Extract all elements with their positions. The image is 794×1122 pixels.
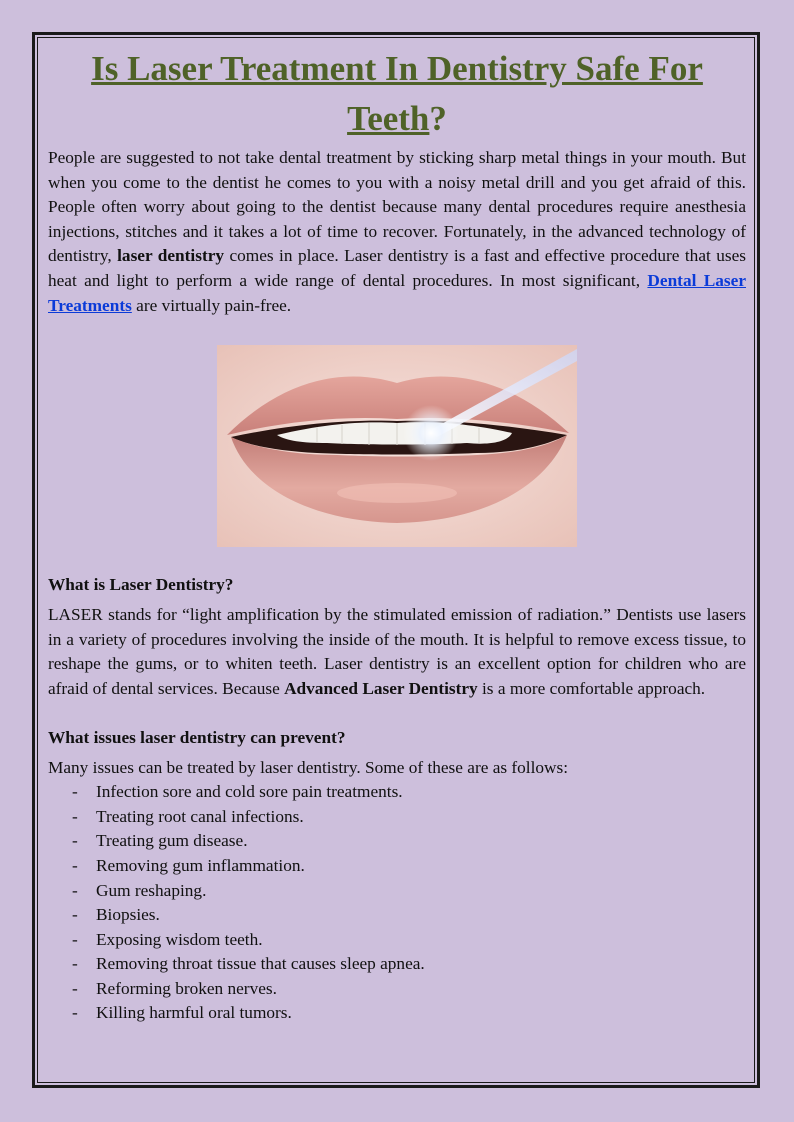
lips-illustration bbox=[217, 345, 577, 547]
list-item bbox=[72, 903, 746, 928]
intro-bold-laser-dentistry: laser dentistry bbox=[117, 246, 225, 266]
list-dash: - bbox=[72, 782, 78, 802]
section1-paragraph bbox=[48, 603, 746, 701]
section-heading-what-is-laser-dentistry: What is Laser Dentistry? bbox=[48, 575, 234, 595]
issues-list bbox=[48, 780, 746, 1026]
list-item-text: Treating root canal infections. bbox=[96, 806, 304, 826]
list-item-text: Reforming broken nerves. bbox=[96, 978, 277, 998]
list-item bbox=[72, 952, 746, 977]
list-dash: - bbox=[72, 978, 78, 998]
list-item-text: Exposing wisdom teeth. bbox=[96, 929, 263, 949]
list-dash: - bbox=[72, 831, 78, 851]
list-item bbox=[72, 1001, 746, 1026]
section2-intro: Many issues can be treated by laser dentistry. Some of these are as follows: bbox=[48, 757, 569, 777]
intro-end: are virtually pain-free. bbox=[131, 295, 292, 315]
list-dash: - bbox=[72, 806, 78, 826]
page-title bbox=[48, 44, 746, 144]
intro-text: People are suggested to not take dental treatment by sticking sharp metal things in your mouth. But when you come to the dentist he comes to you with a noisy metal drill and you get afraid of this. People often worry about going to the dentist because many dental procedures require anesthesia injections, stitches and it takes a lot of time to recover. Fortunately, in the advanced technology of dentistry, bbox=[48, 148, 746, 266]
list-dash: - bbox=[72, 1003, 78, 1023]
section1-bold: Advanced Laser Dentistry bbox=[284, 678, 478, 698]
list-item-text: Treating gum disease. bbox=[96, 831, 248, 851]
section1-text: LASER stands for “light amplification by the stimulated emission of radiation.” Dentists use lasers in a variety of procedures involving the inside of the mouth. It is helpful to remove excess tissue, to reshape the gums, or to whiten teeth. Laser dentistry is an excellent option for children who are afraid of dental services. Because bbox=[48, 605, 746, 698]
list-item bbox=[72, 879, 746, 904]
title-teeth-link[interactable]: Teeth bbox=[347, 99, 430, 138]
dental-laser-treatments-link[interactable]: Dental Laser Treatments bbox=[48, 270, 746, 315]
list-item bbox=[72, 928, 746, 953]
section1-text-end: is a more comfortable approach. bbox=[477, 678, 706, 698]
list-item bbox=[72, 805, 746, 830]
list-item bbox=[72, 854, 746, 879]
intro-paragraph bbox=[48, 146, 746, 318]
list-dash: - bbox=[72, 905, 78, 925]
list-item bbox=[72, 977, 746, 1002]
list-item-text: Removing gum inflammation. bbox=[96, 855, 305, 875]
section-heading-issues: What issues laser dentistry can prevent? bbox=[48, 727, 346, 747]
document-content bbox=[48, 44, 746, 1026]
list-dash: - bbox=[72, 855, 78, 875]
list-dash: - bbox=[72, 880, 78, 900]
list-item-text: Infection sore and cold sore pain treatments. bbox=[96, 782, 403, 802]
list-item-text: Killing harmful oral tumors. bbox=[96, 1003, 292, 1023]
list-item bbox=[72, 829, 746, 854]
list-item-text: Removing throat tissue that causes sleep apnea. bbox=[96, 954, 425, 974]
list-item-text: Biopsies. bbox=[96, 905, 160, 925]
list-dash: - bbox=[72, 929, 78, 949]
intro-text-2: comes in place. Laser dentistry is a fast and effective procedure that uses heat and light to perform a wide range of dental procedures. In most significant, bbox=[48, 246, 746, 290]
title-question-mark: ? bbox=[429, 99, 447, 138]
laser-lips-image bbox=[217, 345, 577, 547]
list-item-text: Gum reshaping. bbox=[96, 880, 207, 900]
title-line1: Is Laser Treatment In Dentistry Safe For bbox=[91, 49, 703, 88]
list-dash: - bbox=[72, 954, 78, 974]
list-item bbox=[72, 780, 746, 805]
